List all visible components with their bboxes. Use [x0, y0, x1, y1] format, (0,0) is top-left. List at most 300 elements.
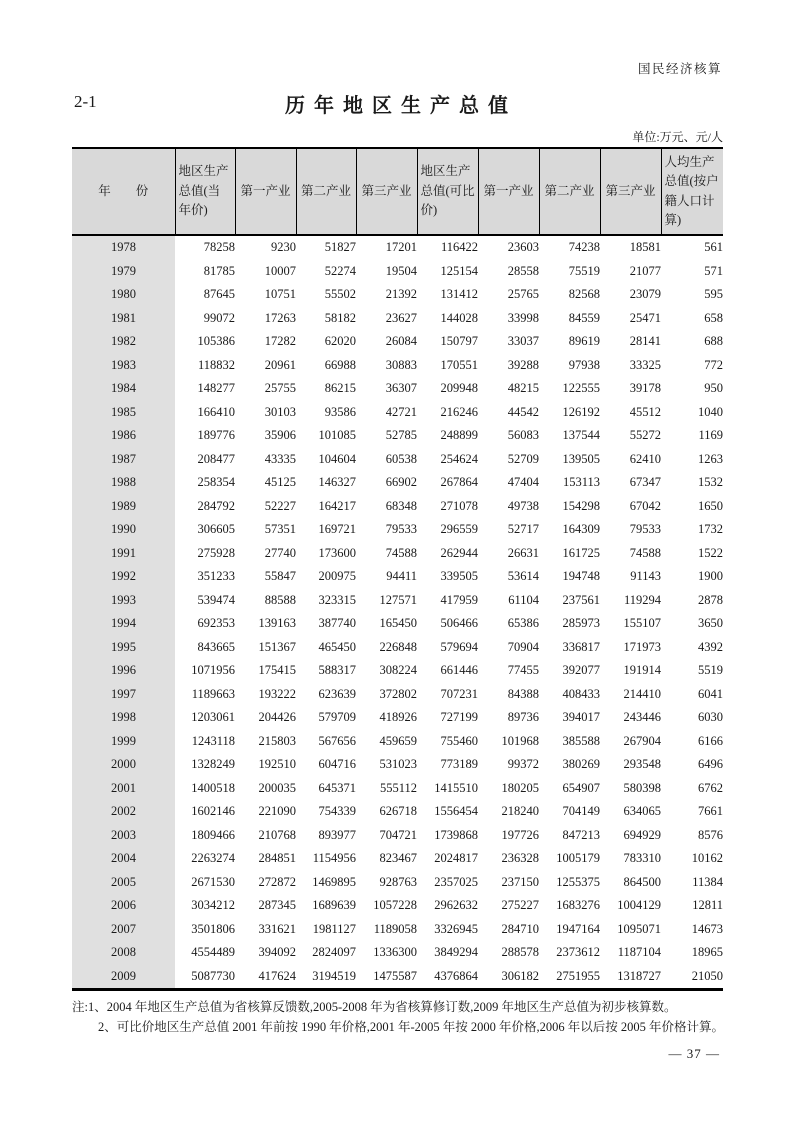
value-cell: 704149 [562, 804, 600, 818]
value-cell: 284851 [258, 851, 296, 865]
value-cell: 118832 [197, 357, 235, 372]
table-row [72, 565, 723, 589]
table-row [72, 589, 723, 613]
value-cell: 1415510 [434, 780, 478, 795]
value-cell: 99072 [203, 310, 235, 325]
value-cell: 26631 [507, 545, 539, 560]
value-cell: 139505 [562, 451, 600, 466]
year-cell: 1983 [72, 354, 175, 378]
value-cell: 36307 [385, 381, 417, 395]
table-row [72, 847, 723, 871]
table-row [72, 260, 723, 284]
value-cell: 385588 [562, 733, 600, 748]
table-row [72, 424, 723, 448]
value-cell: 164309 [562, 522, 600, 536]
value-cell: 52785 [385, 428, 417, 442]
value-cell: 131412 [440, 287, 478, 301]
column-header: 地区生产总值(当年价) [175, 148, 235, 235]
value-cell: 125154 [440, 263, 478, 278]
value-cell: 506466 [440, 616, 478, 630]
value-cell: 754339 [318, 804, 356, 818]
year-cell: 1986 [72, 424, 175, 448]
value-cell: 165450 [379, 616, 417, 630]
table-row [72, 918, 723, 942]
column-header: 年 份 [72, 148, 175, 235]
value-cell: 595 [704, 287, 723, 301]
year-cell: 1994 [72, 612, 175, 636]
value-cell: 79533 [385, 522, 417, 536]
value-cell: 284792 [197, 498, 235, 513]
value-cell: 531023 [379, 757, 417, 771]
value-cell: 267864 [440, 475, 478, 489]
value-cell: 193222 [258, 686, 296, 701]
value-cell: 1689639 [312, 898, 356, 912]
value-cell: 81785 [203, 263, 235, 278]
value-cell: 77455 [507, 663, 539, 677]
value-cell: 209948 [440, 381, 478, 395]
year-cell: 2004 [72, 847, 175, 871]
value-cell: 45512 [629, 404, 661, 419]
value-cell: 218240 [501, 804, 539, 818]
value-cell: 604716 [318, 757, 356, 771]
value-cell: 55502 [324, 287, 356, 301]
table-row [72, 448, 723, 472]
value-cell: 119294 [623, 592, 661, 607]
year-cell: 2001 [72, 777, 175, 801]
value-cell: 323315 [318, 592, 356, 607]
value-cell: 1005179 [556, 851, 600, 865]
value-cell: 33037 [507, 334, 539, 348]
value-cell: 1522 [698, 545, 723, 560]
value-cell: 623639 [318, 686, 356, 701]
value-cell: 194748 [562, 569, 600, 583]
value-cell: 74238 [568, 240, 600, 254]
table-header [72, 148, 723, 235]
value-cell: 1981127 [312, 921, 356, 936]
value-cell: 236328 [501, 851, 539, 865]
year-cell: 2003 [72, 824, 175, 848]
value-cell: 380269 [562, 757, 600, 771]
value-cell: 2373612 [556, 945, 600, 959]
value-cell: 9230 [271, 240, 296, 254]
value-cell: 555112 [379, 780, 417, 795]
value-cell: 84559 [568, 310, 600, 325]
value-cell: 1040 [698, 404, 723, 419]
value-cell: 55272 [629, 428, 661, 442]
value-cell: 1243118 [191, 733, 235, 748]
value-cell: 200035 [258, 780, 296, 795]
year-cell: 1990 [72, 518, 175, 542]
value-cell: 170551 [440, 357, 478, 372]
value-cell: 52274 [324, 263, 356, 278]
value-cell: 161725 [562, 545, 600, 560]
year-cell: 2006 [72, 894, 175, 918]
value-cell: 1602146 [191, 804, 235, 818]
value-cell: 1475587 [373, 968, 417, 983]
value-cell: 579694 [440, 639, 478, 654]
value-cell: 57351 [264, 522, 296, 536]
value-cell: 6041 [698, 686, 723, 701]
value-cell: 154298 [562, 498, 600, 513]
table-row [72, 542, 723, 566]
value-cell: 21050 [691, 968, 723, 983]
year-cell: 1999 [72, 730, 175, 754]
value-cell: 62410 [629, 451, 661, 466]
value-cell: 47404 [507, 475, 539, 489]
value-cell: 773189 [440, 757, 478, 771]
value-cell: 539474 [197, 592, 235, 607]
value-cell: 1400518 [191, 780, 235, 795]
value-cell: 84388 [507, 686, 539, 701]
value-cell: 296559 [440, 522, 478, 536]
value-cell: 3849294 [434, 945, 478, 959]
value-cell: 10007 [264, 263, 296, 278]
year-cell: 1992 [72, 565, 175, 589]
unit-label: 单位:万元、元/人 [632, 130, 723, 144]
year-cell: 2007 [72, 918, 175, 942]
value-cell: 285973 [562, 616, 600, 630]
table-row [72, 965, 723, 990]
value-cell: 210768 [258, 827, 296, 842]
value-cell: 35906 [264, 428, 296, 442]
year-cell: 1989 [72, 495, 175, 519]
value-cell: 3194519 [312, 968, 356, 983]
table-row [72, 495, 723, 519]
value-cell: 52709 [507, 451, 539, 466]
value-cell: 707231 [440, 686, 478, 701]
value-cell: 14673 [691, 921, 723, 936]
value-cell: 89619 [568, 334, 600, 348]
value-cell: 99372 [507, 757, 539, 771]
value-cell: 654907 [562, 780, 600, 795]
value-cell: 17201 [385, 240, 417, 254]
value-cell: 200975 [318, 569, 356, 583]
value-cell: 18581 [629, 240, 661, 254]
value-cell: 928763 [379, 874, 417, 889]
value-cell: 4376864 [434, 968, 478, 983]
table-row [72, 777, 723, 801]
value-cell: 1169 [698, 428, 723, 442]
value-cell: 394092 [258, 945, 296, 959]
table-row [72, 730, 723, 754]
value-cell: 1263 [698, 451, 723, 466]
value-cell: 237150 [501, 874, 539, 889]
value-cell: 243446 [623, 710, 661, 724]
value-cell: 331621 [258, 921, 296, 936]
value-cell: 694929 [623, 827, 661, 842]
year-cell: 1987 [72, 448, 175, 472]
value-cell: 61104 [508, 592, 539, 607]
table-number: 2-1 [74, 92, 97, 111]
value-cell: 2357025 [434, 874, 478, 889]
value-cell: 74588 [629, 545, 661, 560]
value-cell: 1900 [698, 569, 723, 583]
value-cell: 588317 [318, 663, 356, 677]
value-cell: 626718 [379, 804, 417, 818]
value-cell: 68348 [385, 498, 417, 513]
value-cell: 8576 [698, 827, 723, 842]
value-cell: 23603 [507, 240, 539, 254]
value-cell: 155107 [623, 616, 661, 630]
page-title: 历年地区生产总值 [285, 95, 517, 117]
value-cell: 75519 [568, 263, 600, 278]
value-cell: 20961 [264, 357, 296, 372]
year-cell: 1996 [72, 659, 175, 683]
table-row [72, 941, 723, 965]
value-cell: 55847 [264, 569, 296, 583]
value-cell: 254624 [440, 451, 478, 466]
value-cell: 208477 [197, 451, 235, 466]
year-cell: 2005 [72, 871, 175, 895]
value-cell: 67347 [629, 475, 661, 489]
value-cell: 567656 [318, 733, 356, 748]
value-cell: 39288 [507, 357, 539, 372]
value-cell: 3501806 [191, 921, 235, 936]
value-cell: 126192 [562, 404, 600, 419]
value-cell: 151367 [258, 639, 296, 654]
table-row [72, 235, 723, 260]
value-cell: 43335 [264, 451, 296, 466]
value-cell: 579709 [318, 710, 356, 724]
value-cell: 33325 [629, 357, 661, 372]
value-cell: 88588 [264, 592, 296, 607]
value-cell: 1189663 [191, 686, 235, 701]
table-row [72, 683, 723, 707]
value-cell: 4554489 [191, 945, 235, 959]
value-cell: 392077 [562, 663, 600, 677]
value-cell: 28558 [507, 263, 539, 278]
value-cell: 45125 [264, 475, 296, 489]
year-cell: 1979 [72, 260, 175, 284]
value-cell: 86215 [324, 381, 356, 395]
value-cell: 27740 [264, 545, 296, 560]
year-cell: 2002 [72, 800, 175, 824]
value-cell: 248899 [440, 428, 478, 442]
value-cell: 387740 [318, 616, 356, 630]
value-cell: 1947164 [556, 921, 600, 936]
value-cell: 101085 [318, 428, 356, 442]
year-cell: 1998 [72, 706, 175, 730]
table-row [72, 706, 723, 730]
value-cell: 39178 [629, 381, 661, 395]
column-header: 地区生产总值(可比价) [417, 148, 478, 235]
value-cell: 164217 [318, 498, 356, 513]
value-cell: 216246 [440, 404, 478, 419]
value-cell: 30883 [385, 357, 417, 372]
value-cell: 1255375 [556, 874, 600, 889]
value-cell: 74588 [385, 545, 417, 560]
value-cell: 417624 [258, 968, 296, 983]
value-cell: 418926 [379, 710, 417, 724]
value-cell: 1187104 [617, 945, 661, 959]
value-cell: 25765 [507, 287, 539, 301]
value-cell: 1095071 [617, 921, 661, 936]
note-line-2: 2、可比价地区生产总值 2001 年前按 1990 年价格,2001 年-2005 年按 2000 年价格,2006 年以后按 2005 年价格计算。 [98, 1020, 725, 1034]
value-cell: 408433 [562, 686, 600, 701]
value-cell: 1189058 [373, 921, 417, 936]
value-cell: 6030 [698, 710, 723, 724]
table-row [72, 471, 723, 495]
value-cell: 127571 [379, 592, 417, 607]
table-row [72, 800, 723, 824]
value-cell: 727199 [440, 710, 478, 724]
value-cell: 1336300 [373, 945, 417, 959]
value-cell: 823467 [379, 851, 417, 865]
value-cell: 66988 [324, 357, 356, 372]
value-cell: 214410 [623, 686, 661, 701]
value-cell: 293548 [623, 757, 661, 771]
value-cell: 79533 [629, 522, 661, 536]
value-cell: 52717 [507, 522, 539, 536]
table-notes [72, 997, 737, 1037]
value-cell: 23079 [629, 287, 661, 301]
value-cell: 87645 [203, 287, 235, 301]
value-cell: 144028 [440, 310, 478, 325]
value-cell: 351233 [197, 569, 235, 583]
value-cell: 2878 [698, 592, 723, 607]
value-cell: 2824097 [312, 945, 356, 959]
value-cell: 6762 [698, 780, 723, 795]
value-cell: 189776 [197, 428, 235, 442]
table-row [72, 894, 723, 918]
value-cell: 33998 [507, 310, 539, 325]
year-cell: 1980 [72, 283, 175, 307]
value-cell: 692353 [197, 616, 235, 630]
value-cell: 339505 [440, 569, 478, 583]
column-header: 第三产业 [600, 148, 661, 235]
value-cell: 1328249 [191, 757, 235, 771]
value-cell: 105386 [197, 334, 235, 348]
value-cell: 78258 [203, 240, 235, 254]
year-cell: 1988 [72, 471, 175, 495]
value-cell: 101968 [501, 733, 539, 748]
value-cell: 843665 [197, 639, 235, 654]
value-cell: 275928 [197, 545, 235, 560]
table-row [72, 659, 723, 683]
value-cell: 21077 [629, 263, 661, 278]
value-cell: 42721 [385, 404, 417, 419]
value-cell: 1469895 [312, 874, 356, 889]
value-cell: 62020 [324, 334, 356, 348]
table-header-row [72, 148, 723, 235]
table-row [72, 377, 723, 401]
value-cell: 150797 [440, 334, 478, 348]
value-cell: 30103 [264, 404, 296, 419]
value-cell: 175415 [258, 663, 296, 677]
value-cell: 148277 [197, 381, 235, 395]
value-cell: 645371 [318, 780, 356, 795]
year-cell: 2000 [72, 753, 175, 777]
value-cell: 25755 [264, 381, 296, 395]
value-cell: 97938 [568, 357, 600, 372]
year-cell: 2008 [72, 941, 175, 965]
year-cell: 1997 [72, 683, 175, 707]
value-cell: 336817 [562, 639, 600, 654]
value-cell: 66902 [385, 475, 417, 489]
value-cell: 2263274 [191, 851, 235, 865]
value-cell: 91143 [630, 569, 661, 583]
value-cell: 237561 [562, 592, 600, 607]
value-cell: 6166 [698, 733, 723, 748]
column-header: 人均生产总值(按户籍人口计算) [661, 148, 723, 235]
year-cell: 1982 [72, 330, 175, 354]
value-cell: 306605 [197, 522, 235, 536]
value-cell: 1732 [698, 522, 723, 536]
value-cell: 19504 [385, 263, 417, 278]
value-cell: 561 [704, 240, 723, 254]
value-cell: 287345 [258, 898, 296, 912]
value-cell: 21392 [385, 287, 417, 301]
value-cell: 89736 [507, 710, 539, 724]
year-cell: 1993 [72, 589, 175, 613]
value-cell: 4392 [698, 639, 723, 654]
page-number: — 37 — [668, 1046, 720, 1061]
value-cell: 3326945 [434, 921, 478, 936]
value-cell: 2751955 [556, 968, 600, 983]
value-cell: 52227 [264, 498, 296, 513]
table-row [72, 283, 723, 307]
value-cell: 60538 [385, 451, 417, 466]
value-cell: 783310 [623, 851, 661, 865]
value-cell: 139163 [258, 616, 296, 630]
value-cell: 28141 [629, 334, 661, 348]
table-row [72, 330, 723, 354]
value-cell: 755460 [440, 733, 478, 748]
value-cell: 173600 [318, 545, 356, 560]
value-cell: 191914 [623, 663, 661, 677]
value-cell: 772 [704, 357, 723, 372]
value-cell: 116422 [440, 240, 478, 254]
year-cell: 2009 [72, 965, 175, 990]
value-cell: 688 [704, 334, 723, 348]
value-cell: 17263 [264, 310, 296, 325]
value-cell: 864500 [623, 874, 661, 889]
value-cell: 2962632 [434, 898, 478, 912]
value-cell: 284710 [501, 921, 539, 936]
value-cell: 67042 [629, 498, 661, 513]
value-cell: 308224 [379, 663, 417, 677]
value-cell: 197726 [501, 827, 539, 842]
value-cell: 192510 [258, 757, 296, 771]
value-cell: 5087730 [191, 968, 235, 983]
value-cell: 847213 [562, 827, 600, 842]
table-row [72, 636, 723, 660]
value-cell: 226848 [379, 639, 417, 654]
value-cell: 215803 [258, 733, 296, 748]
value-cell: 104604 [318, 451, 356, 466]
value-cell: 1057228 [373, 898, 417, 912]
value-cell: 1532 [698, 475, 723, 489]
table-row [72, 518, 723, 542]
value-cell: 258354 [197, 475, 235, 489]
value-cell: 272872 [258, 874, 296, 889]
value-cell: 6496 [698, 757, 723, 771]
value-cell: 153113 [562, 475, 600, 489]
table-row [72, 307, 723, 331]
table-row [72, 824, 723, 848]
value-cell: 1318727 [617, 968, 661, 983]
value-cell: 65386 [507, 616, 539, 630]
value-cell: 48215 [507, 381, 539, 395]
value-cell: 275227 [501, 898, 539, 912]
value-cell: 1071956 [191, 663, 235, 677]
value-cell: 17282 [264, 334, 296, 348]
value-cell: 465450 [318, 639, 356, 654]
value-cell: 372802 [379, 686, 417, 701]
year-cell: 1991 [72, 542, 175, 566]
section-header: 国民经济核算 [637, 62, 722, 76]
value-cell: 137544 [562, 428, 600, 442]
